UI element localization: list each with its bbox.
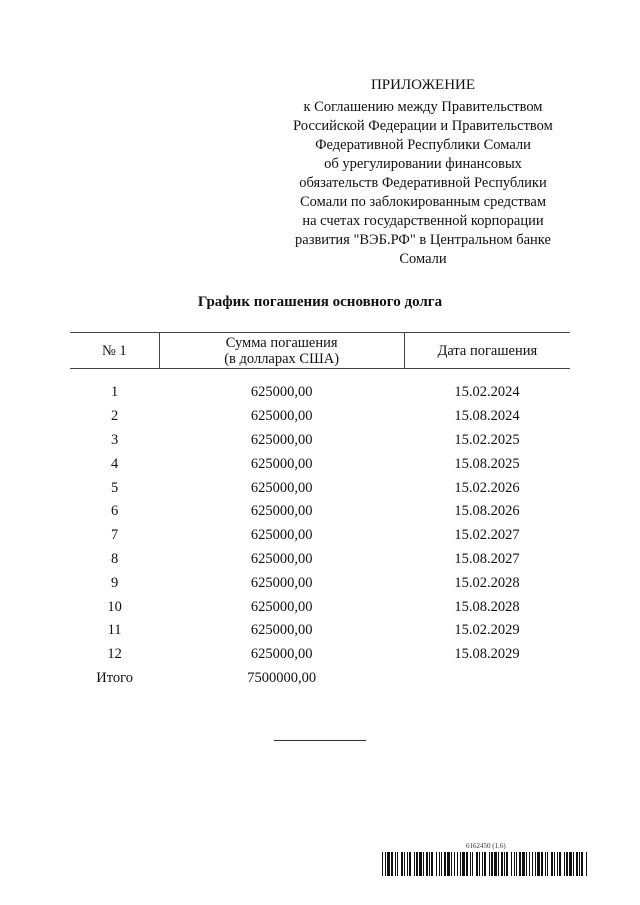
appendix-line: Федеративной Республики Сомали [315, 137, 531, 153]
row-date: 15.02.2029 [454, 622, 520, 639]
row-amount: 625000,00 [250, 622, 313, 639]
repayment-schedule-table [70, 332, 570, 690]
row-date: 15.08.2028 [454, 598, 520, 615]
header-amount [159, 333, 404, 369]
row-amount: 625000,00 [250, 408, 313, 425]
row-amount: 625000,00 [250, 646, 313, 663]
total-row [70, 667, 570, 691]
table-row [70, 571, 570, 595]
table-row [70, 524, 570, 548]
table-row [70, 619, 570, 643]
table-header-row [70, 333, 570, 369]
closing-separator-line [274, 740, 366, 741]
header-number: № 1 [70, 333, 159, 369]
appendix-line: об урегулировании финансовых [324, 156, 522, 172]
row-date: 15.02.2026 [454, 479, 520, 496]
schedule-body [70, 369, 570, 691]
appendix-line: Сомали [399, 251, 447, 267]
row-amount: 625000,00 [250, 503, 313, 520]
appendix-line: на счетах государственной корпорации [302, 213, 544, 229]
row-date: 15.08.2025 [454, 455, 520, 472]
row-amount: 625000,00 [250, 598, 313, 615]
row-date: 15.08.2027 [454, 550, 520, 567]
table-row [70, 643, 570, 667]
table-row [70, 476, 570, 500]
row-number: 6 [110, 503, 119, 520]
row-amount: 625000,00 [250, 527, 313, 544]
row-number: 10 [107, 598, 122, 615]
row-amount: 625000,00 [250, 550, 313, 567]
header-amount-line1: Сумма погашения [225, 334, 338, 351]
row-amount: 625000,00 [250, 384, 313, 401]
row-date: 15.02.2024 [454, 384, 520, 401]
table-row [70, 548, 570, 572]
row-number: 9 [110, 574, 119, 591]
total-amount: 7500000,00 [247, 669, 317, 686]
row-number: 4 [110, 455, 119, 472]
barcode-icon [382, 852, 589, 876]
total-label: Итого [96, 669, 133, 686]
row-number: 5 [110, 479, 119, 496]
row-number: 12 [107, 646, 122, 663]
row-date: 15.08.2029 [454, 646, 520, 663]
appendix-heading: ПРИЛОЖЕНИЕ [370, 77, 476, 93]
appendix-line: обязательств Федеративной Республики [299, 175, 547, 191]
table-row [70, 429, 570, 453]
row-number: 3 [110, 431, 119, 448]
table-row [70, 500, 570, 524]
header-amount-line2: (в долларах США) [224, 350, 340, 367]
appendix-line: к Соглашению между Правительством [303, 99, 543, 115]
table-row [70, 369, 570, 405]
row-date: 15.02.2027 [454, 527, 520, 544]
header-date: Дата погашения [404, 333, 570, 369]
row-date: 15.08.2026 [454, 503, 520, 520]
row-amount: 625000,00 [250, 574, 313, 591]
table-row [70, 452, 570, 476]
table-row [70, 595, 570, 619]
document-code: 6162450 (1.6) [466, 842, 506, 850]
row-date: 15.02.2025 [454, 431, 520, 448]
appendix-line: Российской Федерации и Правительством [293, 118, 553, 134]
row-number: 7 [110, 527, 119, 544]
row-date: 15.08.2024 [454, 408, 520, 425]
appendix-header [278, 76, 568, 269]
row-amount: 625000,00 [250, 431, 313, 448]
total-date-empty [404, 667, 570, 691]
appendix-line: развития "ВЭБ.РФ" в Центральном банке [295, 232, 551, 248]
table-row [70, 405, 570, 429]
row-date: 15.02.2028 [454, 574, 520, 591]
row-amount: 625000,00 [250, 479, 313, 496]
appendix-line: Сомали по заблокированным средствам [299, 194, 546, 210]
schedule-title: График погашения основного долга [197, 294, 443, 310]
row-number: 2 [110, 408, 119, 425]
row-number: 11 [107, 622, 122, 639]
row-number: 8 [110, 550, 119, 567]
row-amount: 625000,00 [250, 455, 313, 472]
row-number: 1 [110, 384, 119, 401]
